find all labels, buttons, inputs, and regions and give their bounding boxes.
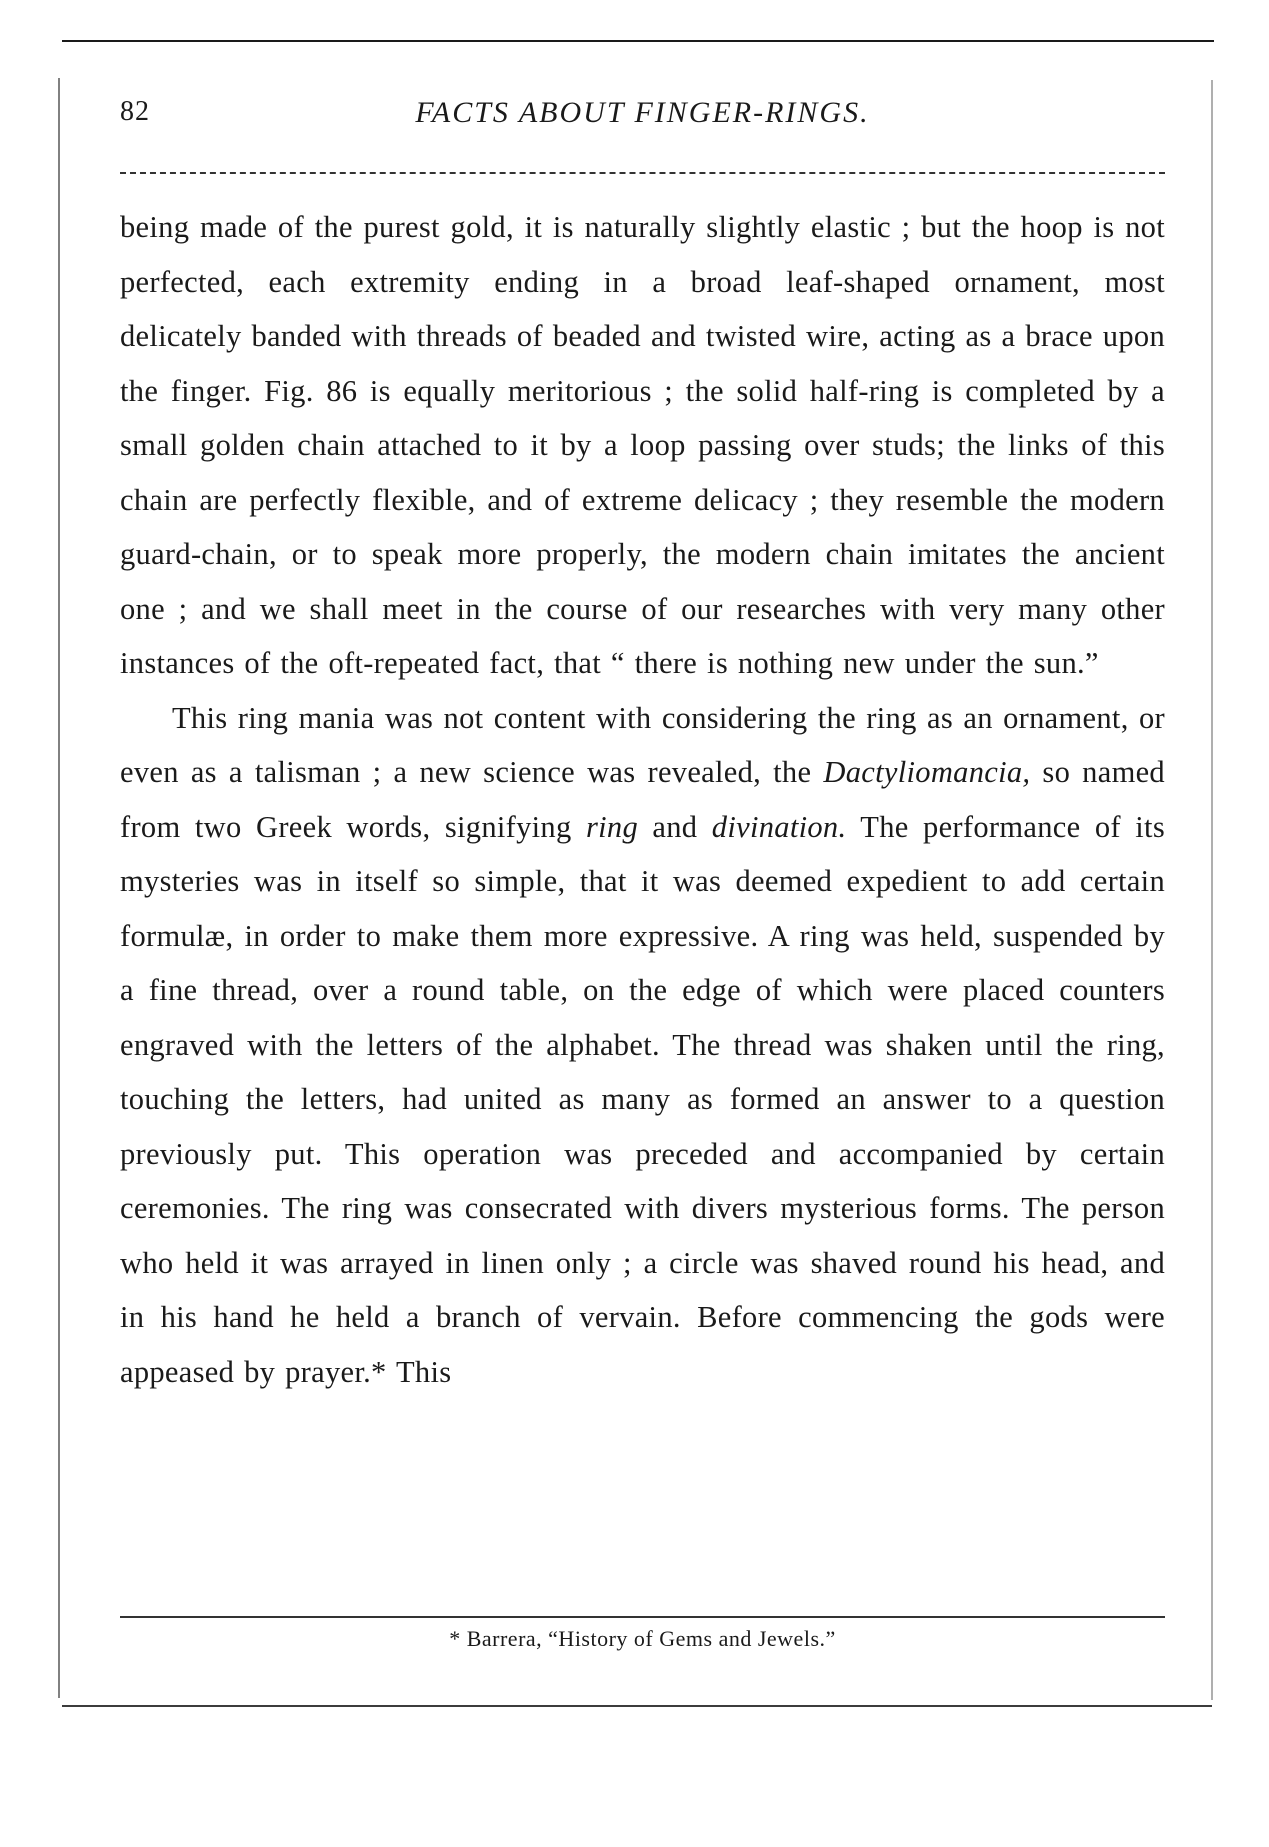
italic-term-ring: ring	[585, 809, 638, 844]
scan-border-right	[1211, 80, 1213, 1700]
running-head	[120, 96, 1165, 136]
italic-term-divination: divination.	[711, 809, 847, 844]
paragraph-text: The performance of its mysteries was in itself so simple, that it was deemed expedient to add certain formulæ, in order to make them more expressive. A ring was held, suspended by a fine thread, over a round table, on the edge of which were placed counters engraved with the letters of the alphabet. The thread was shaken until the ring, touching the letters, had united as many as formed an answer to a question previously put. This operation was preceded and accompanied by certain ceremonies. The ring was consecrated with divers mysterious forms. The person who held it was arrayed in linen only ; a circle was shaved round his head, and in his hand he held a branch of vervain. Before commencing the gods were appeased by prayer.* This	[120, 809, 1165, 1389]
footnote: * Barrera, “History of Gems and Jewels.”	[449, 1626, 836, 1651]
page-number: 82	[120, 96, 150, 127]
footnote-rule	[120, 1616, 1165, 1618]
paragraph-continued: being made of the purest gold, it is naturally slightly elastic ; but the hoop is not perfected, each extremity ending in a broad leaf-shaped ornament, most delicately banded with threads of beaded and twisted wire, acting as a brace upon the finger. Fig. 86 is equally meritorious ; the solid half-ring is completed by a small golden chain attached to it by a loop passing over studs; the links of this chain are perfectly flexible, and of extreme delicacy ; they resemble the modern guard-chain, or to speak more properly, the modern chain imitates the ancient one ; and we shall meet in the course of our researches with very many other instances of the oft-repeated fact, that “ there is nothing new under the sun.”	[120, 210, 1165, 680]
paragraph-dactyliomancia	[120, 691, 1165, 1400]
italic-term-dactyliomancia: Dactyliomancia,	[823, 755, 1031, 789]
paragraph-text: and	[638, 809, 712, 844]
body-text	[120, 200, 1165, 1399]
header-rule	[120, 172, 1165, 174]
scan-border-bottom	[62, 1705, 1212, 1707]
scan-border-top	[62, 40, 1214, 42]
paragraph-text: so named from two Greek words, signifying	[120, 755, 1165, 844]
running-title: FACTS ABOUT FINGER-RINGS.	[415, 96, 870, 129]
paragraph-text: This ring mania was not content with considering the ring as an ornament, or even as a talisman ; a new science was revealed, the	[120, 700, 1165, 789]
scan-border-left	[58, 78, 60, 1698]
